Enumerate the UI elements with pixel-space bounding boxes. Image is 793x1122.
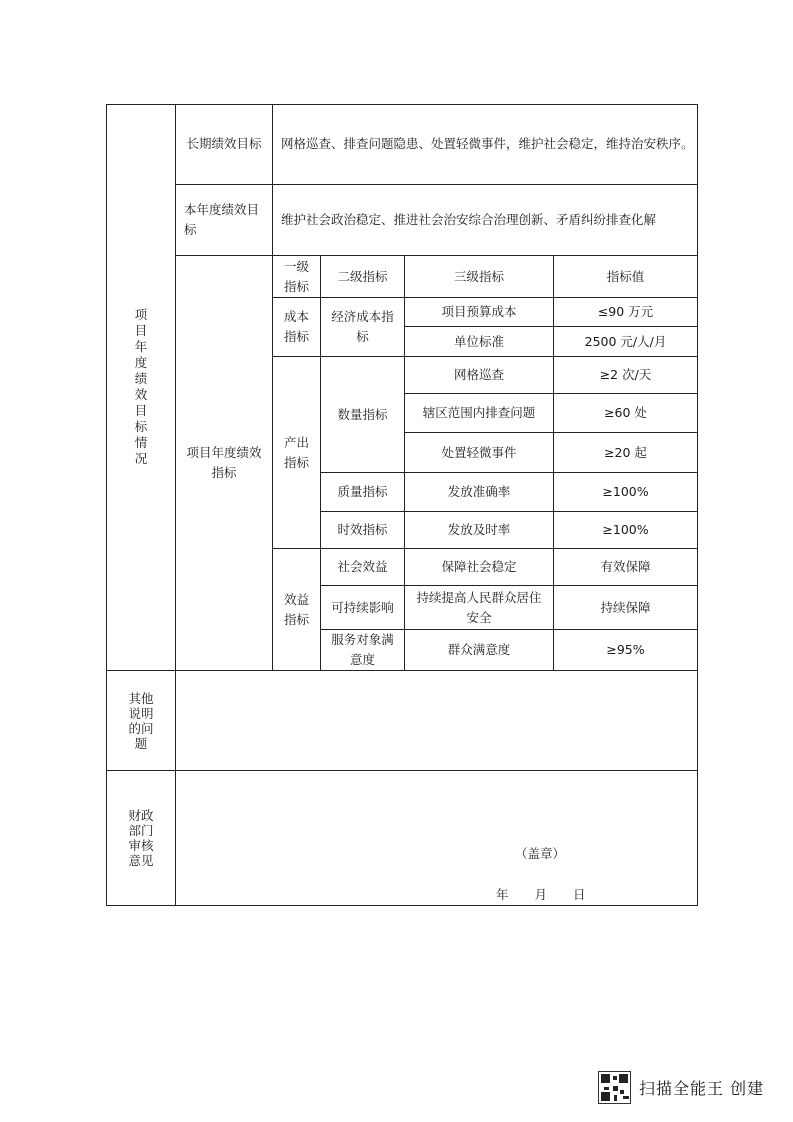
table-row xyxy=(554,357,697,393)
table-row xyxy=(321,586,404,629)
table-border-right xyxy=(697,104,698,906)
table-row xyxy=(405,630,553,670)
table-row xyxy=(405,512,553,548)
annual-label-text: 本年度绩效目标 xyxy=(184,202,260,237)
benefit-row2-value: 持续保障 xyxy=(600,599,651,615)
benefit-row2-level2: 可持续影响 xyxy=(331,599,394,615)
long-term-content-text: 网格巡查、排查问题隐患、处置轻微事件，维护社会稳定，维持治安秩序。 xyxy=(281,136,694,151)
cost-row1-value: ≤90 万元 xyxy=(597,304,654,319)
table-border-bottom xyxy=(106,905,698,906)
table-row xyxy=(405,433,553,472)
long-term-label-text: 长期绩效目标 xyxy=(186,136,262,151)
table-row xyxy=(405,357,553,393)
quantity-row2-value: ≥60 处 xyxy=(604,405,647,420)
scanner-text: 扫描全能王 创建 xyxy=(639,1079,765,1098)
quantity-row1-level3: 网格巡查 xyxy=(453,367,504,382)
benefit-row3-value: ≥95% xyxy=(606,642,645,657)
date-day: 日 xyxy=(573,887,586,902)
header-level3 xyxy=(405,256,553,297)
header-level2 xyxy=(321,256,404,297)
annual-label xyxy=(176,185,272,255)
benefit-row1-level2: 社会效益 xyxy=(337,559,388,574)
date-month: 月 xyxy=(534,887,548,902)
output-level1-text: 产出指标 xyxy=(283,434,309,470)
timeliness-level2-text: 时效指标 xyxy=(337,522,388,537)
quality-value-text: ≥100% xyxy=(602,484,649,499)
finance-date xyxy=(470,884,590,906)
benefit-row1-value: 有效保障 xyxy=(600,559,651,574)
divider xyxy=(106,770,698,771)
quantity-row3-level3: 处置轻微事件 xyxy=(441,444,517,460)
cost-level1 xyxy=(273,298,320,356)
header-level2-text: 二级指标 xyxy=(337,268,388,284)
table-row xyxy=(321,630,404,670)
output-level1 xyxy=(273,357,320,548)
table-row xyxy=(554,298,697,326)
quantity-row2-level3: 辖区范围内排查问题 xyxy=(422,405,536,420)
header-level3-text: 三级指标 xyxy=(453,268,504,284)
cost-level2-text: 经济成本指标 xyxy=(331,309,394,344)
cost-row2-level3: 单位标准 xyxy=(453,333,504,349)
table-row xyxy=(554,327,697,356)
table-row xyxy=(554,630,697,670)
table-row xyxy=(405,394,553,432)
quality-level3-text: 发放准确率 xyxy=(447,484,511,499)
other-issues-content xyxy=(176,671,697,770)
timeliness-level3-text: 发放及时率 xyxy=(447,522,511,537)
quantity-row1-value: ≥2 次/天 xyxy=(599,367,652,382)
table-row xyxy=(321,549,404,585)
long-term-content xyxy=(273,104,697,184)
finance-review-label xyxy=(107,771,175,905)
benefit-row1-level3: 保障社会稳定 xyxy=(441,559,517,574)
table-row xyxy=(554,512,697,548)
table-row xyxy=(405,473,553,511)
section-label xyxy=(107,104,175,670)
table-row xyxy=(554,394,697,432)
finance-review-label-text: 财政部门审核意见 xyxy=(128,808,154,868)
benefit-level1-text: 效益指标 xyxy=(283,591,309,627)
table-row xyxy=(405,586,553,629)
table-row xyxy=(554,473,697,511)
other-issues-label xyxy=(107,671,175,770)
section-label-text: 项目年度绩效目标情况 xyxy=(134,307,148,466)
timeliness-value-text: ≥100% xyxy=(602,522,649,537)
benefit-row3-level2: 服务对象满意度 xyxy=(331,632,394,667)
finance-seal-text: （盖章） xyxy=(514,846,565,861)
table-row xyxy=(405,549,553,585)
cost-row2-value: 2500 元/人/月 xyxy=(584,333,667,349)
quality-level2-text: 质量指标 xyxy=(337,484,388,499)
annual-content-text: 维护社会政治稳定、推进社会治安综合治理创新、矛盾纠纷排查化解 xyxy=(281,212,657,227)
benefit-row2-level3: 持续提高人民群众居住安全 xyxy=(416,589,542,625)
table-row xyxy=(405,327,553,356)
benefit-level1 xyxy=(273,549,320,670)
header-level1 xyxy=(273,256,320,297)
other-issues-label-text: 其他说明的问题 xyxy=(128,690,154,751)
cost-level1-text: 成本指标 xyxy=(283,309,309,344)
header-value-text: 指标值 xyxy=(606,268,645,284)
cost-row1-level3: 项目预算成本 xyxy=(441,304,517,319)
timeliness-level2 xyxy=(321,512,404,548)
table-row xyxy=(554,433,697,472)
annual-content xyxy=(273,185,697,255)
qr-code-icon xyxy=(598,1071,631,1104)
long-term-label xyxy=(176,104,272,184)
finance-seal xyxy=(500,843,580,865)
table-row xyxy=(554,549,697,585)
date-year: 年 xyxy=(496,887,509,902)
cost-level2 xyxy=(321,298,404,356)
header-value xyxy=(554,256,697,297)
quantity-level2 xyxy=(321,357,404,472)
table-row xyxy=(554,586,697,629)
scanner-watermark xyxy=(598,1071,764,1104)
indicators-label-text: 项目年度绩效指标 xyxy=(186,445,262,480)
benefit-row3-level3: 群众满意度 xyxy=(447,642,511,657)
header-level1-text: 一级指标 xyxy=(283,258,309,294)
table-row xyxy=(405,298,553,326)
quality-level2 xyxy=(321,473,404,511)
indicators-label xyxy=(176,256,272,670)
quantity-level2-text: 数量指标 xyxy=(337,406,388,422)
quantity-row3-value: ≥20 起 xyxy=(604,444,647,460)
